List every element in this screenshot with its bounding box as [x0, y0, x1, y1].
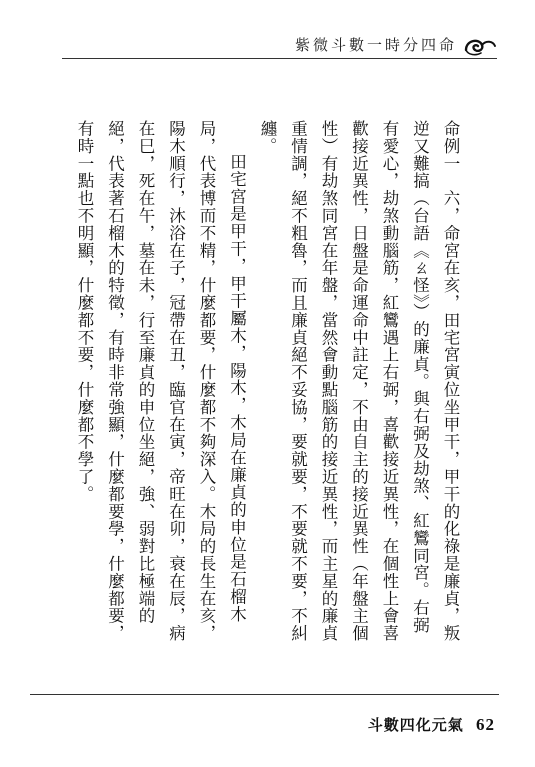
page-number: 62 — [476, 715, 495, 734]
paragraph-2: 田宅宮是甲干，甲干屬木，陽木，木局在廉貞的申位是石榴木局，代表博而不精，什麼都要，什麼都不夠深入。木局的長生在亥，陽木順行，沐浴在子，冠帶在丑，臨官在寅，帝旺在卯，衰在辰，病在巳，死在午，墓在未，行至廉貞的申位坐絕，強、弱對比極端的絕，代表著石榴木的特徵，有時非常強顯，什麼都要學，什麼都要，有時一點也不明顯，什麼都不要，什麼都不學了。 — [75, 120, 247, 642]
page-footer — [368, 714, 495, 735]
header-divider — [62, 58, 497, 59]
footer-divider — [30, 694, 499, 695]
running-header-title: 紫微斗數一時分四命 — [294, 36, 457, 54]
paragraph-1: 命例一 六，命宮在亥，田宅宮寅位坐甲干，甲干的化祿是廉貞，叛逆又難搞（台語《ㄠ怪》）的廉貞。與右弼及劫煞、紅鸞同宮。右弼有愛心，劫煞動腦筋，紅鸞遇上右弼，喜歡接近異性，在個性上會喜歡接近異性，日盤是命運命中註定，不由自主的接近異性（年盤主個性）有劫煞同宮在年盤，當然會動點腦筋的接近異性，而主星的廉貞重情調，絕不粗魯，而且廉貞絕不妥協，要就要，不要就不要，不糾纏。 — [258, 120, 460, 642]
body-text — [35, 120, 465, 650]
footer-book-title: 斗數四化元氣 — [367, 716, 464, 734]
swirl-ornament-icon — [463, 36, 497, 58]
